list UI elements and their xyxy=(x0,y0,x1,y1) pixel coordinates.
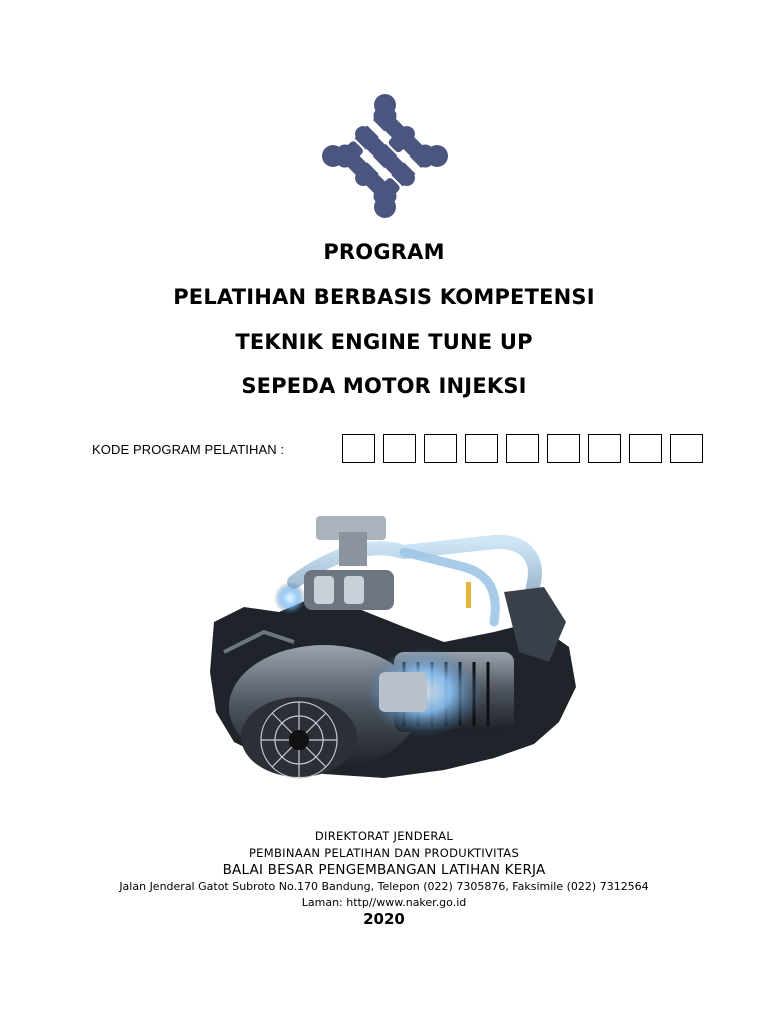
kode-box-4[interactable] xyxy=(465,434,498,463)
kemnaker-logo-icon xyxy=(318,92,452,222)
kode-program-row xyxy=(92,434,712,466)
kode-box-3[interactable] xyxy=(424,434,457,463)
kode-program-label: KODE PROGRAM PELATIHAN : xyxy=(92,442,285,457)
title-line-pelatihan: PELATIHAN BERBASIS KOMPETENSI xyxy=(173,285,595,309)
kode-box-7[interactable] xyxy=(588,434,621,463)
footer-address: Jalan Jenderal Gatot Subroto No.170 Bandung, Telepon (022) 7305876, Faksimile (022) 7312564 xyxy=(119,880,649,893)
footer-website: Laman: http//www.naker.go.id xyxy=(301,896,467,909)
kode-box-2[interactable] xyxy=(383,434,416,463)
footer-year: 2020 xyxy=(363,910,405,928)
title-line-sepeda: SEPEDA MOTOR INJEKSI xyxy=(241,374,527,398)
kode-box-6[interactable] xyxy=(547,434,580,463)
motorcycle-engine-illustration xyxy=(204,512,584,784)
kode-box-8[interactable] xyxy=(629,434,662,463)
title-line-teknik: TEKNIK ENGINE TUNE UP xyxy=(235,330,533,354)
footer-balai: BALAI BESAR PENGEMBANGAN LATIHAN KERJA xyxy=(222,862,546,878)
kode-box-5[interactable] xyxy=(506,434,539,463)
kode-box-9[interactable] xyxy=(670,434,703,463)
kode-box-1[interactable] xyxy=(342,434,375,463)
footer-direktorat: DIREKTORAT JENDERAL xyxy=(314,829,454,843)
footer-pembinaan: PEMBINAAN PELATIHAN DAN PRODUKTIVITAS xyxy=(248,846,520,860)
title-line-program: PROGRAM xyxy=(323,240,445,264)
